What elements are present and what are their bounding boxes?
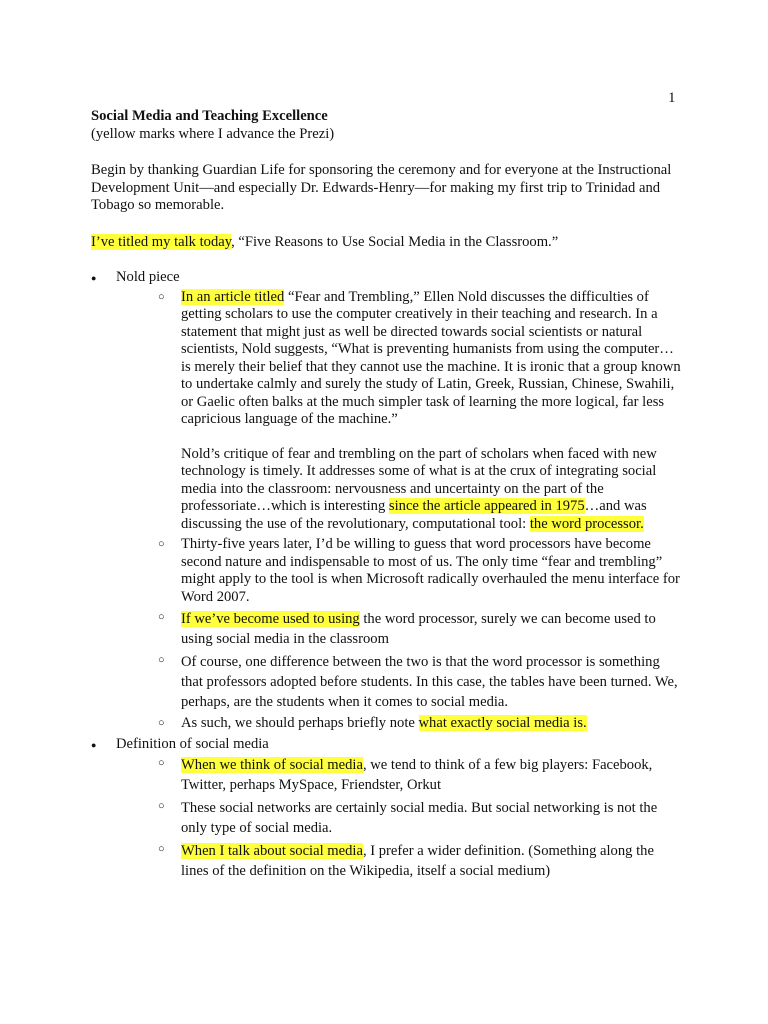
section-definition bbox=[91, 736, 681, 882]
highlight-marker: In an article titled bbox=[181, 288, 285, 305]
filled-bullet-icon: ● bbox=[91, 739, 97, 750]
section-items bbox=[116, 755, 681, 881]
item-text bbox=[181, 715, 681, 733]
item-body: , I prefer a wider definition. (Something along the lines of the definition on the Wikipedia, itself a social medium) bbox=[181, 843, 654, 879]
list-item bbox=[116, 289, 681, 534]
highlight-marker: When I talk about social media bbox=[181, 843, 363, 859]
hollow-bullet-icon: ○ bbox=[158, 843, 165, 855]
item-body: , we tend to think of a few big players: Facebook, Twitter, perhaps MySpace, Friendster, Orkut bbox=[181, 757, 653, 793]
list-item bbox=[116, 841, 681, 881]
talk-title-text: , “Five Reasons to Use Social Media in the Classroom.” bbox=[231, 233, 559, 250]
hollow-bullet-icon: ○ bbox=[158, 717, 165, 729]
highlight-marker: When we think of social media bbox=[181, 757, 363, 773]
section-items bbox=[116, 289, 681, 733]
section-label: Definition of social media bbox=[116, 735, 269, 752]
document-subtitle: (yellow marks where I advance the Prezi) bbox=[91, 125, 335, 142]
item-text bbox=[181, 755, 681, 795]
hollow-bullet-icon: ○ bbox=[158, 611, 165, 623]
page-number: 1 bbox=[668, 90, 676, 106]
list-item bbox=[116, 652, 681, 712]
highlight-marker: the word processor. bbox=[529, 515, 644, 532]
filled-bullet-icon: ● bbox=[91, 273, 97, 283]
highlight-marker: since the article appeared in 1975 bbox=[388, 498, 585, 514]
hollow-bullet-icon: ○ bbox=[158, 757, 165, 769]
hollow-bullet-icon: ○ bbox=[158, 800, 165, 812]
section-label: Nold piece bbox=[116, 269, 180, 285]
hollow-bullet-icon: ○ bbox=[158, 538, 165, 550]
highlight-marker: what exactly social media is. bbox=[418, 715, 587, 731]
item-text: Of course, one difference between the two is that the word processor is something that professors adopted before students. In this case, the tables have been turned. We, perhaps, are the students when it comes to social media. bbox=[181, 654, 678, 710]
item-text bbox=[181, 289, 681, 429]
intro-paragraph: Begin by thanking Guardian Life for sponsoring the ceremony and for everyone at the Instructional Development Unit—and especially Dr. Edwards-Henry—for making my first trip to Trinidad and Tobago so memorable. bbox=[91, 162, 672, 213]
section-nold-piece bbox=[91, 269, 681, 733]
list-item bbox=[116, 609, 681, 649]
document-title: Social Media and Teaching Excellence bbox=[91, 108, 328, 124]
item-subparagraph bbox=[181, 446, 681, 534]
list-item bbox=[116, 755, 681, 795]
list-item bbox=[116, 536, 681, 606]
list-item bbox=[116, 715, 681, 733]
subparagraph-text: …and was discussing the use of the revolutionary, computational tool: bbox=[181, 498, 647, 532]
item-text: These social networks are certainly social media. But social networking is not the only type of social media. bbox=[181, 800, 658, 836]
item-body: “Fear and Trembling,” Ellen Nold discusses the difficulties of getting scholars to use the computer creatively in their teaching and research. In a statement that might just as well be directed towards social scientists or natural scientists, Nold suggests, “What is preventing humanists from using the computer…is merely their belief that they cannot use the machine. It is ironic that a group known to undertake calmly and surely the study of Latin, Greek, Russian, Chinese, Swahili, or Gaelic often balks at the much simpler task of learning the more logical, far less capricious language of the machine.” bbox=[181, 288, 681, 427]
outline-list bbox=[91, 269, 681, 881]
hollow-bullet-icon: ○ bbox=[158, 290, 165, 303]
highlight-marker: I’ve titled my talk today bbox=[91, 233, 232, 250]
item-text bbox=[181, 609, 681, 649]
item-body: the word processor, surely we can become used to using social media in the classroom bbox=[181, 611, 656, 647]
highlight-marker: If we’ve become used to using bbox=[181, 611, 360, 627]
list-item bbox=[116, 798, 681, 838]
document-body bbox=[91, 108, 681, 884]
subparagraph-text: Nold’s critique of fear and trembling on the part of scholars when faced with new technology is timely. It addresses some of what is at the crux of integrating social media into the classroom: nervousness and uncertainty on the part of the professoriate…which is interesting bbox=[181, 445, 657, 514]
talk-title-paragraph bbox=[91, 234, 681, 252]
hollow-bullet-icon: ○ bbox=[158, 654, 165, 666]
item-body: As such, we should perhaps briefly note bbox=[181, 715, 419, 731]
item-text bbox=[181, 841, 681, 881]
item-text: Thirty-five years later, I’d be willing to guess that word processors have become second nature and indispensable to most of us. The only time “fear and trembling” might apply to the tool is when Microsoft radically overhauled the menu interface for Word 2007. bbox=[181, 536, 680, 605]
